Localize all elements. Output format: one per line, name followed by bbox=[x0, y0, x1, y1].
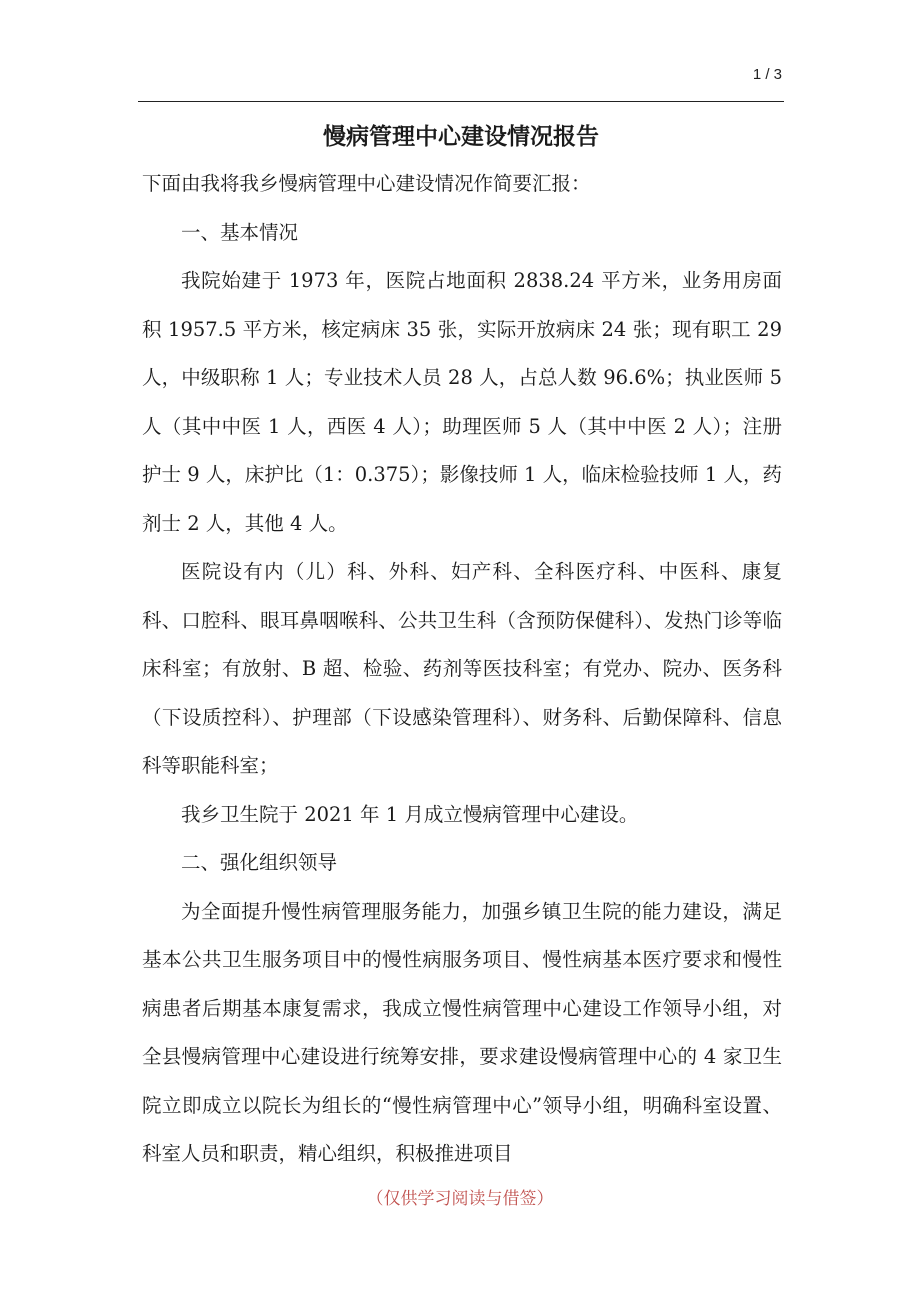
paragraph-departments: 医院设有内（儿）科、外科、妇产科、全科医疗科、中医科、康复科、口腔科、眼耳鼻咽喉科、公共卫生科（含预防保健科）、发热门诊等临床科室；有放射、B 超、检验、药剂等医技科室；有党办、院办、医务科（下设质控科）、护理部（下设感染管理科）、财务科、后勤保障科、信息科等职能科室； bbox=[142, 560, 782, 777]
document-body bbox=[142, 160, 782, 1179]
paragraph-intro: 下面由我将我乡慢病管理中心建设情况作简要汇报： bbox=[142, 172, 591, 195]
page-number: 1 / 3 bbox=[752, 66, 782, 83]
section-heading-leadership: 二、强化组织领导 bbox=[181, 851, 338, 874]
paragraph-center-established: 我乡卫生院于 2021 年 1 月成立慢病管理中心建设。 bbox=[181, 802, 639, 826]
section-heading-basic-info: 一、基本情况 bbox=[181, 220, 299, 244]
footer-note: （仅供学习阅读与借签） bbox=[366, 1189, 554, 1209]
document-title: 慢病管理中心建设情况报告 bbox=[323, 124, 599, 150]
paragraph-leadership: 为全面提升慢性病管理服务能力，加强乡镇卫生院的能力建设，满足基本公共卫生服务项目中的慢性病服务项目、慢性病基本医疗要求和慢性病患者后期基本康复需求，我成立慢性病管理中心建设工作领导小组，对全县慢病管理中心建设进行统筹安排，要求建设慢病管理中心的 4 家卫生院立即成立以院长为组长的“慢性病管理中心”领导小组，明确科室设置、科室人员和职责，精心组织，积极推进项目 bbox=[142, 899, 782, 1165]
paragraph-hospital-overview: 我院始建于 1973 年，医院占地面积 2838.24 平方米，业务用房面积 1957.5 平方米，核定病床 35 张，实际开放病床 24 张；现有职工 29 人，中级职称 1 人；专业技术人员 28 人，占总人数 96.6%；执业医师 5 人（其中中医 1 人，西医 4 人）；助理医师 5 人（其中中医 2 人）；注册护士 9 人，床护比（1：0.375）；影像技师 1 人，临床检验技师 1 人，药剂士 2 人，其他 4 人。 bbox=[142, 269, 782, 535]
header-divider bbox=[138, 101, 784, 102]
